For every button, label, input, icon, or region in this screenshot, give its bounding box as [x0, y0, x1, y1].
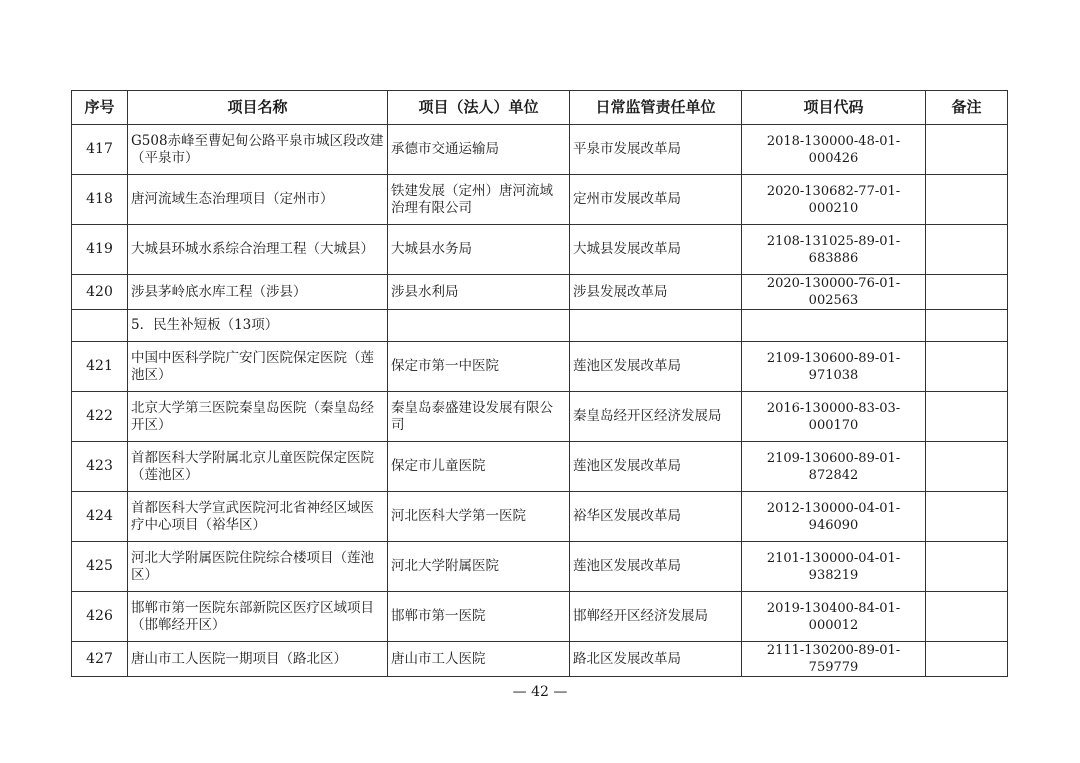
- row-supervisor: 莲池区发展改革局: [570, 442, 742, 492]
- page-number: — 42 —: [512, 684, 568, 700]
- row-project-unit: 大城县水务局: [388, 225, 570, 275]
- row-serial: 422: [72, 392, 128, 442]
- table-row: [72, 392, 1008, 442]
- row-serial: 424: [72, 492, 128, 542]
- row-project-code: 2018-130000-48-01-000426: [742, 125, 926, 175]
- row-project-unit: [388, 310, 570, 342]
- row-note: [926, 310, 1008, 342]
- header-project-unit: 项目（法人）单位: [388, 91, 570, 125]
- row-project-name: 北京大学第三医院秦皇岛医院（秦皇岛经开区）: [128, 392, 388, 442]
- row-note: [926, 392, 1008, 442]
- row-project-code: [742, 310, 926, 342]
- row-project-name: 唐山市工人医院一期项目（路北区）: [128, 642, 388, 677]
- row-supervisor: 秦皇岛经开区经济发展局: [570, 392, 742, 442]
- row-project-name: 邯郸市第一医院东部新院区医疗区域项目（邯郸经开区）: [128, 592, 388, 642]
- table-header-row: [72, 91, 1008, 125]
- row-project-code: 2016-130000-83-03-000170: [742, 392, 926, 442]
- table-row: [72, 275, 1008, 310]
- row-serial: 420: [72, 275, 128, 310]
- row-serial: 425: [72, 542, 128, 592]
- row-supervisor: [570, 310, 742, 342]
- row-serial: 418: [72, 175, 128, 225]
- row-project-unit: 秦皇岛泰盛建设发展有限公司: [388, 392, 570, 442]
- row-project-name: 大城县环城水系综合治理工程（大城县）: [128, 225, 388, 275]
- row-supervisor: 大城县发展改革局: [570, 225, 742, 275]
- row-note: [926, 592, 1008, 642]
- row-project-code: 2012-130000-04-01-946090: [742, 492, 926, 542]
- row-project-unit: 铁建发展（定州）唐河流域治理有限公司: [388, 175, 570, 225]
- table-row: [72, 642, 1008, 677]
- row-project-code: 2019-130400-84-01-000012: [742, 592, 926, 642]
- row-serial: 419: [72, 225, 128, 275]
- project-table: [71, 90, 1008, 677]
- row-supervisor: 定州市发展改革局: [570, 175, 742, 225]
- row-note: [926, 175, 1008, 225]
- row-note: [926, 275, 1008, 310]
- table-row: [72, 592, 1008, 642]
- header-project-name: 项目名称: [128, 91, 388, 125]
- row-supervisor: 平泉市发展改革局: [570, 125, 742, 175]
- row-project-unit: 唐山市工人医院: [388, 642, 570, 677]
- row-project-code: 2020-130000-76-01-002563: [742, 275, 926, 310]
- row-serial: 417: [72, 125, 128, 175]
- row-project-code: 2108-131025-89-01-683886: [742, 225, 926, 275]
- table-row: [72, 542, 1008, 592]
- row-project-code: 2109-130600-89-01-872842: [742, 442, 926, 492]
- row-serial: 423: [72, 442, 128, 492]
- row-supervisor: 涉县发展改革局: [570, 275, 742, 310]
- row-note: [926, 542, 1008, 592]
- table-row: [72, 175, 1008, 225]
- row-project-name: 中国中医科学院广安门医院保定医院（莲池区）: [128, 342, 388, 392]
- table-row: [72, 125, 1008, 175]
- row-supervisor: 邯郸经开区经济发展局: [570, 592, 742, 642]
- row-note: [926, 342, 1008, 392]
- row-project-code: 2020-130682-77-01-000210: [742, 175, 926, 225]
- row-project-name: 首都医科大学附属北京儿童医院保定医院（莲池区）: [128, 442, 388, 492]
- row-supervisor: 路北区发展改革局: [570, 642, 742, 677]
- row-project-unit: 保定市第一中医院: [388, 342, 570, 392]
- row-project-name: G508赤峰至曹妃甸公路平泉市城区段改建（平泉市）: [128, 125, 388, 175]
- header-project-code: 项目代码: [742, 91, 926, 125]
- header-supervisor: 日常监管责任单位: [570, 91, 742, 125]
- section-title: 5．民生补短板（13项）: [128, 310, 388, 342]
- row-note: [926, 225, 1008, 275]
- row-supervisor: 裕华区发展改革局: [570, 492, 742, 542]
- row-note: [926, 492, 1008, 542]
- table-row: [72, 342, 1008, 392]
- row-project-unit: 承德市交通运输局: [388, 125, 570, 175]
- table-row: [72, 225, 1008, 275]
- row-note: [926, 125, 1008, 175]
- table-row: [72, 492, 1008, 542]
- row-project-unit: 邯郸市第一医院: [388, 592, 570, 642]
- row-project-code: 2101-130000-04-01-938219: [742, 542, 926, 592]
- row-supervisor: 莲池区发展改革局: [570, 542, 742, 592]
- row-serial: 421: [72, 342, 128, 392]
- row-note: [926, 442, 1008, 492]
- row-project-unit: 涉县水利局: [388, 275, 570, 310]
- header-serial: 序号: [72, 91, 128, 125]
- row-project-code: 2109-130600-89-01-971038: [742, 342, 926, 392]
- row-note: [926, 642, 1008, 677]
- row-project-name: 涉县茅岭底水库工程（涉县）: [128, 275, 388, 310]
- row-supervisor: 莲池区发展改革局: [570, 342, 742, 392]
- table-row: [72, 442, 1008, 492]
- row-project-unit: 河北医科大学第一医院: [388, 492, 570, 542]
- row-serial: [72, 310, 128, 342]
- header-note: 备注: [926, 91, 1008, 125]
- row-serial: 427: [72, 642, 128, 677]
- row-project-name: 河北大学附属医院住院综合楼项目（莲池区）: [128, 542, 388, 592]
- row-serial: 426: [72, 592, 128, 642]
- section-row: [72, 310, 1008, 342]
- row-project-name: 首都医科大学宣武医院河北省神经区域医疗中心项目（裕华区）: [128, 492, 388, 542]
- row-project-code: 2111-130200-89-01-759779: [742, 642, 926, 677]
- row-project-unit: 河北大学附属医院: [388, 542, 570, 592]
- row-project-name: 唐河流域生态治理项目（定州市）: [128, 175, 388, 225]
- row-project-unit: 保定市儿童医院: [388, 442, 570, 492]
